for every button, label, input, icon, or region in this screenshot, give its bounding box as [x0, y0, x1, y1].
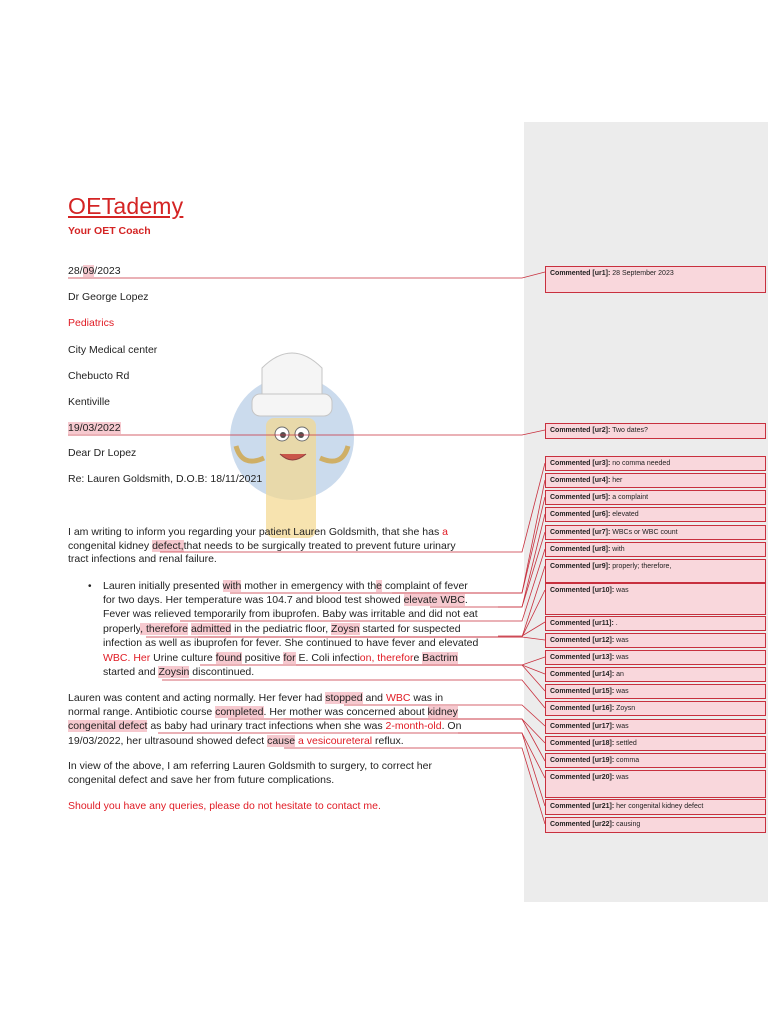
re-line: Re: Lauren Goldsmith, D.O.B: 18/11/2021: [68, 473, 263, 485]
recipient-name: Dr George Lopez: [68, 291, 149, 303]
comment-ur1[interactable]: Commented [ur1]: 28 September 2023: [545, 266, 766, 293]
comment-ur12[interactable]: Commented [ur12]: was: [545, 633, 766, 648]
comment-ur9[interactable]: Commented [ur9]: properly; therefore,: [545, 559, 766, 583]
comment-ur4[interactable]: Commented [ur4]: her: [545, 473, 766, 488]
intro-line-3: tract infections and renal failure.: [68, 553, 217, 565]
comment-ur21[interactable]: Commented [ur21]: her congenital kidney defect: [545, 799, 766, 815]
bullet-line-1: Lauren initially presented with mother in emergency with the complaint of fever: [103, 580, 468, 592]
bullet-dot: •: [88, 581, 92, 592]
comment-ur19[interactable]: Commented [ur19]: comma: [545, 753, 766, 768]
recipient-street: Chebucto Rd: [68, 370, 130, 382]
comment-ur17[interactable]: Commented [ur17]: was: [545, 719, 766, 734]
letter-date: 28/09/2023: [68, 265, 121, 277]
comment-ur7[interactable]: Commented [ur7]: WBCs or WBC count: [545, 525, 766, 540]
comment-ur3[interactable]: Commented [ur3]: no comma needed: [545, 456, 766, 471]
comment-ur18[interactable]: Commented [ur18]: settled: [545, 736, 766, 751]
bullet-line-2: for two days. Her temperature was 104.7 and blood test showed elevate WBC.: [103, 594, 468, 606]
para2-line-2: normal range. Antibiotic course completed. Her mother was concerned about kidney: [68, 706, 458, 718]
brand-tagline: Your OET Coach: [68, 225, 151, 237]
brand-logo: OETademy: [68, 193, 184, 219]
comment-ur6[interactable]: Commented [ur6]: elevated: [545, 507, 766, 522]
bullet-line-6: WBC. Her Urine culture found positive for E. Coli infection, therefore Bactrim: [103, 652, 458, 664]
comment-ur5[interactable]: Commented [ur5]: a complaint: [545, 490, 766, 505]
comment-ur13[interactable]: Commented [ur13]: was: [545, 650, 766, 665]
para2-line-1: Lauren was content and acting normally. Her fever had stopped and WBC was in: [68, 692, 444, 704]
recipient-town: Kentiville: [68, 396, 111, 408]
second-date: 19/03/2022: [68, 422, 121, 434]
comment-ur2[interactable]: Commented [ur2]: Two dates?: [545, 423, 766, 439]
mascot-watermark: [222, 338, 362, 548]
bullet-line-5: infection as well as ibuprofen for fever. She continued to have fever and elevated: [103, 637, 479, 649]
comment-ur8[interactable]: Commented [ur8]: with: [545, 542, 766, 557]
para3-line-1: In view of the above, I am referring Lauren Goldsmith to surgery, to correct her: [68, 760, 432, 772]
recipient-hospital: City Medical center: [68, 344, 158, 356]
bullet-line-7: started and Zoysin discontinued.: [103, 666, 255, 678]
comment-ur14[interactable]: Commented [ur14]: an: [545, 667, 766, 682]
recipient-department: Pediatrics: [68, 317, 115, 329]
para3-line-2: congenital defect and save her from future complications.: [68, 774, 335, 786]
comment-ur11[interactable]: Commented [ur11]: .: [545, 616, 766, 631]
salutation: Dear Dr Lopez: [68, 447, 137, 459]
comment-ur15[interactable]: Commented [ur15]: was: [545, 684, 766, 699]
comment-ur22[interactable]: Commented [ur22]: causing: [545, 817, 766, 833]
intro-line-1: I am writing to inform you regarding your patient Lauren Goldsmith, that she has a: [68, 526, 448, 538]
comment-ur10[interactable]: Commented [ur10]: was: [545, 583, 766, 615]
closing-line: Should you have any queries, please do not hesitate to contact me.: [68, 800, 381, 812]
comment-ur16[interactable]: Commented [ur16]: Zoysn: [545, 701, 766, 716]
para2-line-3: congenital defect as baby had urinary tract infections when she was 2-month-old. On: [68, 720, 462, 732]
bullet-line-3: Fever was relieved temporarily from ibuprofen. Baby was irritable and did not eat: [103, 608, 478, 620]
comment-ur20[interactable]: Commented [ur20]: was: [545, 770, 766, 798]
intro-line-2: congenital kidney defect,that needs to be surgically treated to prevent future urinary: [68, 540, 456, 552]
para2-line-4: 19/03/2022, her ultrasound showed defect cause a vesicoureteral reflux.: [68, 735, 404, 747]
bullet-line-4: properly, therefore admitted in the pediatric floor, Zoysn started for suspected: [103, 623, 461, 635]
